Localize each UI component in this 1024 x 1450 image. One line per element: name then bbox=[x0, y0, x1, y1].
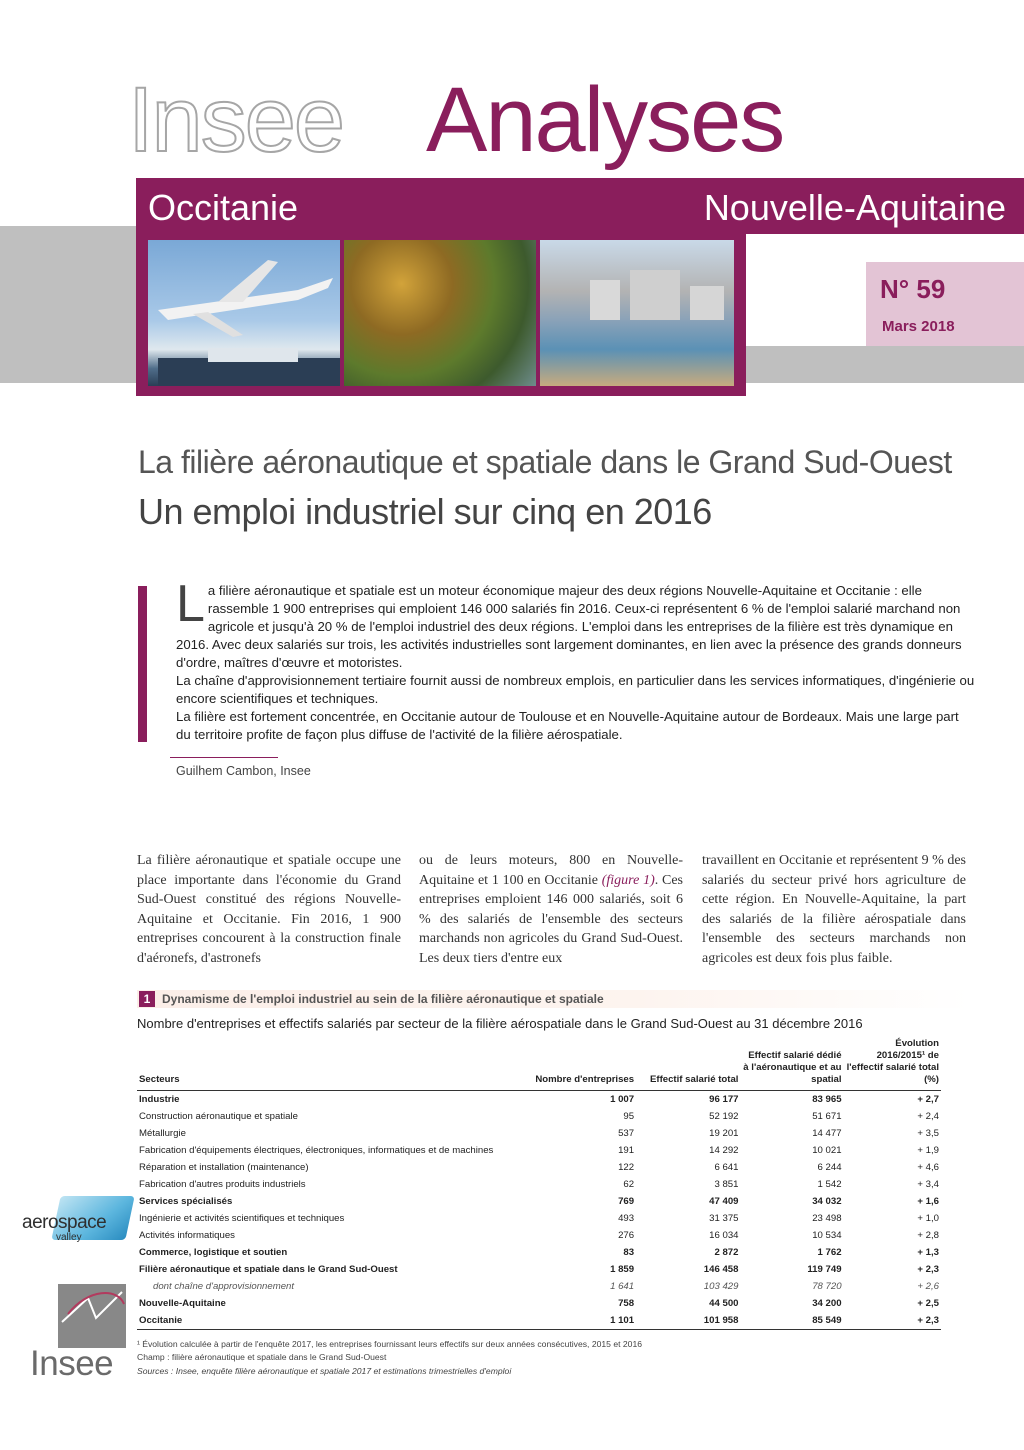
body-column-2-text-a: ou de leurs moteurs, 800 en Nouvelle-Aquitaine et 1 100 en Occitanie bbox=[419, 853, 683, 888]
issue-lower-band bbox=[746, 346, 1024, 383]
table-row bbox=[137, 1142, 941, 1159]
cell-evolution: + 1,9 bbox=[917, 1145, 939, 1156]
cell-label: Réparation et installation (maintenance) bbox=[139, 1162, 309, 1173]
cell-dedicated: 34 032 bbox=[812, 1196, 842, 1207]
cell-total: 14 292 bbox=[709, 1145, 739, 1156]
cell-firms: 537 bbox=[618, 1128, 635, 1139]
sources-note: Sources : Insee, enquête filière aéronautique et spatiale 2017 et estimations trimestrielles d'emploi bbox=[137, 1366, 512, 1376]
cell-total: 16 034 bbox=[709, 1230, 739, 1241]
cell-dedicated: 14 477 bbox=[812, 1128, 842, 1139]
table-row bbox=[137, 1091, 941, 1109]
figure-subtitle: Nombre d'entreprises et effectifs salariés par secteur de la filière aérospatiale dans le Grand Sud-Ouest au 31 décembre 2016 bbox=[137, 1016, 863, 1031]
cell-label: Activités informatiques bbox=[139, 1230, 235, 1241]
article-title-line2: Un emploi industriel sur cinq en 2016 bbox=[138, 491, 712, 532]
cell-evolution: + 1,3 bbox=[917, 1247, 939, 1258]
header-firms: Nombre d'entreprises bbox=[495, 1038, 636, 1091]
footnote: ¹ Évolution calculée à partir de l'enquête 2017, les entreprises fournissant leurs effectifs sur deux années consécutives, 2015 et 2016 bbox=[137, 1339, 643, 1349]
table-row bbox=[137, 1227, 941, 1244]
issue-date: Mars 2018 bbox=[882, 318, 955, 335]
cell-firms: 1 007 bbox=[610, 1094, 635, 1105]
cell-firms: 95 bbox=[623, 1111, 635, 1122]
cell-evolution: + 2,5 bbox=[917, 1298, 939, 1309]
body-column-1: La filière aéronautique et spatiale occupe une place importante dans l'économie du Grand Sud-Ouest constitué des régions Nouvelle-Aquitaine et Occitanie. Fin 2016, 1 900 entreprises concourent à la construction finale d'aéronefs, d'astronefs bbox=[137, 853, 401, 966]
cell-firms: 1 859 bbox=[610, 1264, 635, 1275]
cell-firms: 83 bbox=[623, 1247, 635, 1258]
header-dedicated: Effectif salarié dédié à l'aéronautique et au spatial bbox=[740, 1038, 843, 1091]
cell-total: 47 409 bbox=[709, 1196, 739, 1207]
airplane-illustration bbox=[148, 240, 340, 386]
region-occitanie: Occitanie bbox=[148, 187, 299, 228]
cell-evolution: + 2,7 bbox=[917, 1094, 939, 1105]
cell-label: Commerce, logistique et soutien bbox=[139, 1247, 288, 1258]
issue-number: N° 59 bbox=[880, 274, 946, 304]
cell-evolution: + 3,4 bbox=[917, 1179, 939, 1190]
body-column-2-text-b: . Ces entreprises emploient 146 000 salariés, soit 6 % des salariés de l'ensemble des secteurs marchands non agricoles du Grand Sud-Ouest. Les deux tiers d'entre eux bbox=[419, 872, 684, 966]
cell-evolution: + 1,0 bbox=[917, 1213, 939, 1224]
insee-logo-icon bbox=[58, 1284, 126, 1348]
stats-table bbox=[137, 1038, 941, 1330]
cell-evolution: + 2,6 bbox=[917, 1281, 939, 1292]
cell-total: 19 201 bbox=[709, 1128, 739, 1139]
cell-total: 96 177 bbox=[709, 1094, 739, 1105]
cell-label: dont chaîne d'approvisionnement bbox=[153, 1281, 295, 1292]
brand-insee: Insee bbox=[128, 69, 344, 171]
cell-total: 6 641 bbox=[714, 1162, 739, 1173]
cell-evolution: + 4,6 bbox=[917, 1162, 939, 1173]
table-row bbox=[137, 1295, 941, 1312]
summary-block bbox=[176, 575, 976, 744]
cell-dedicated: 85 549 bbox=[740, 1312, 843, 1330]
beach-illustration bbox=[540, 240, 734, 386]
cell-evolution: + 2,4 bbox=[917, 1111, 939, 1122]
cell-label: Métallurgie bbox=[139, 1128, 186, 1139]
table-body bbox=[137, 1091, 941, 1330]
aerospace-valley-logo-sub: valley bbox=[56, 1232, 82, 1243]
photo-airplane bbox=[148, 240, 340, 386]
cell-label: Filière aéronautique et spatiale dans le Grand Sud-Ouest bbox=[139, 1264, 398, 1275]
summary-accent-bar bbox=[138, 586, 147, 742]
cell-label: Ingénierie et activités scientifiques et techniques bbox=[139, 1213, 345, 1224]
summary-text-3: La filière est fortement concentrée, en Occitanie autour de Toulouse et en Nouvelle-Aquitaine autour de Bordeaux. Mais une large part du territoire profite de façon plus diffuse de l'activité de la filière aérospatiale. bbox=[176, 709, 959, 742]
brand-analyses: Analyses bbox=[426, 69, 784, 171]
cell-firms: 769 bbox=[618, 1196, 635, 1207]
cell-evolution: + 2,8 bbox=[917, 1230, 939, 1241]
table-row bbox=[137, 1312, 941, 1330]
cell-total: 44 500 bbox=[709, 1298, 739, 1309]
cell-evolution: + 2,3 bbox=[917, 1264, 939, 1275]
figure-reference-link[interactable]: (figure 1) bbox=[601, 872, 655, 888]
cell-total: 31 375 bbox=[709, 1213, 739, 1224]
cell-dedicated: 10 534 bbox=[812, 1230, 842, 1241]
photo-park bbox=[344, 240, 536, 386]
header-evolution: Évolution 2016/2015¹ de l'effectif salarié total (%) bbox=[844, 1038, 941, 1091]
cell-label: Fabrication d'autres produits industriels bbox=[139, 1179, 306, 1190]
cell-label: Nouvelle-Aquitaine bbox=[139, 1298, 226, 1309]
table-header-row bbox=[137, 1038, 941, 1091]
figure-title: Dynamisme de l'emploi industriel au sein de la filière aéronautique et spatiale bbox=[162, 992, 604, 1006]
author: Guilhem Cambon, Insee bbox=[176, 764, 311, 778]
table-row bbox=[137, 1176, 941, 1193]
cell-label: Occitanie bbox=[137, 1312, 495, 1330]
cell-evolution: + 2,3 bbox=[844, 1312, 941, 1330]
summary-dropcap: L bbox=[176, 575, 205, 633]
cell-firms: 493 bbox=[618, 1213, 635, 1224]
table-row bbox=[137, 1159, 941, 1176]
summary-text: a filière aéronautique et spatiale est un moteur économique majeur des deux régions Nouvelle-Aquitaine et Occitanie : elle rassemble 1 900 entreprises qui emploient 146 000 salariés fin 2016. Ceux-ci représentent 6 % de l'emploi salarié marchand non agricole et jusqu'à 20 % de l'emploi industriel des deux régions. L'emploi dans les entreprises de la filière est très dynamique en 2016. Avec deux salariés sur trois, les activités industrielles sont largement dominantes, en lien avec la présence des grands donneurs d'ordre, maîtres d'œuvre et motoristes. bbox=[176, 583, 962, 670]
table-row bbox=[137, 1261, 941, 1278]
cell-dedicated: 6 244 bbox=[817, 1162, 842, 1173]
cell-firms: 1 101 bbox=[495, 1312, 636, 1330]
cell-label: Construction aéronautique et spatiale bbox=[139, 1111, 298, 1122]
scope-note: Champ : filière aéronautique et spatiale dans le Grand Sud-Ouest bbox=[137, 1352, 387, 1362]
cell-total: 3 851 bbox=[714, 1179, 739, 1190]
insee-logo-mark bbox=[58, 1284, 126, 1348]
body-column-2 bbox=[419, 851, 683, 969]
cell-evolution: + 3,5 bbox=[917, 1128, 939, 1139]
cell-firms: 191 bbox=[618, 1145, 635, 1156]
cell-dedicated: 10 021 bbox=[812, 1145, 842, 1156]
cell-total: 2 872 bbox=[714, 1247, 739, 1258]
summary-text-2: La chaîne d'approvisionnement tertiaire fournit aussi de nombreux emplois, en particulier dans les services informatiques, d'ingénierie ou encore scientifiques et techniques. bbox=[176, 673, 975, 706]
cell-total: 101 958 bbox=[636, 1312, 740, 1330]
article-title-line1: La filière aéronautique et spatiale dans le Grand Sud-Ouest bbox=[138, 444, 952, 480]
table-row bbox=[137, 1125, 941, 1142]
header-total: Effectif salarié total bbox=[636, 1038, 740, 1091]
cell-label: Services spécialisés bbox=[139, 1196, 233, 1207]
figure-number: 1 bbox=[139, 991, 155, 1007]
insee-logo-word: Insee bbox=[30, 1344, 114, 1383]
author-rule bbox=[170, 757, 278, 758]
cell-dedicated: 1 762 bbox=[817, 1247, 842, 1258]
cell-firms: 276 bbox=[618, 1230, 635, 1241]
cell-firms: 62 bbox=[623, 1179, 635, 1190]
region-nouvelle-aquitaine: Nouvelle-Aquitaine bbox=[703, 187, 1006, 228]
cell-dedicated: 78 720 bbox=[812, 1281, 842, 1292]
table-row bbox=[137, 1193, 941, 1210]
cell-dedicated: 1 542 bbox=[817, 1179, 842, 1190]
cell-dedicated: 51 671 bbox=[812, 1111, 842, 1122]
header-sector: Secteurs bbox=[137, 1038, 495, 1091]
cell-dedicated: 119 749 bbox=[807, 1264, 842, 1275]
cell-firms: 122 bbox=[618, 1162, 635, 1173]
table-row bbox=[137, 1278, 941, 1295]
body-column-3: travaillent en Occitanie et représentent 9 % des salariés du secteur privé hors agriculture de cette région. En Nouvelle-Aquitaine, la part des salariés de la filière aérospatiale dans l'ensemble des secteurs marchands non agricoles est deux fois plus faible. bbox=[702, 853, 966, 966]
cell-total: 103 429 bbox=[703, 1281, 739, 1292]
cell-label: Industrie bbox=[139, 1094, 180, 1105]
cell-total: 146 458 bbox=[703, 1264, 739, 1275]
cell-total: 52 192 bbox=[709, 1111, 739, 1122]
cell-firms: 758 bbox=[618, 1298, 635, 1309]
cell-label: Fabrication d'équipements électriques, électroniques, informatiques et de machines bbox=[139, 1145, 494, 1156]
cell-firms: 1 641 bbox=[610, 1281, 635, 1292]
photo-beach bbox=[540, 240, 734, 386]
table-row bbox=[137, 1244, 941, 1261]
cell-dedicated: 23 498 bbox=[812, 1213, 842, 1224]
cell-dedicated: 34 200 bbox=[812, 1298, 842, 1309]
table-row bbox=[137, 1210, 941, 1227]
cell-dedicated: 83 965 bbox=[812, 1094, 842, 1105]
aerospace-valley-logo: aerospace bbox=[22, 1212, 107, 1233]
table-row bbox=[137, 1108, 941, 1125]
cell-evolution: + 1,6 bbox=[917, 1196, 939, 1207]
